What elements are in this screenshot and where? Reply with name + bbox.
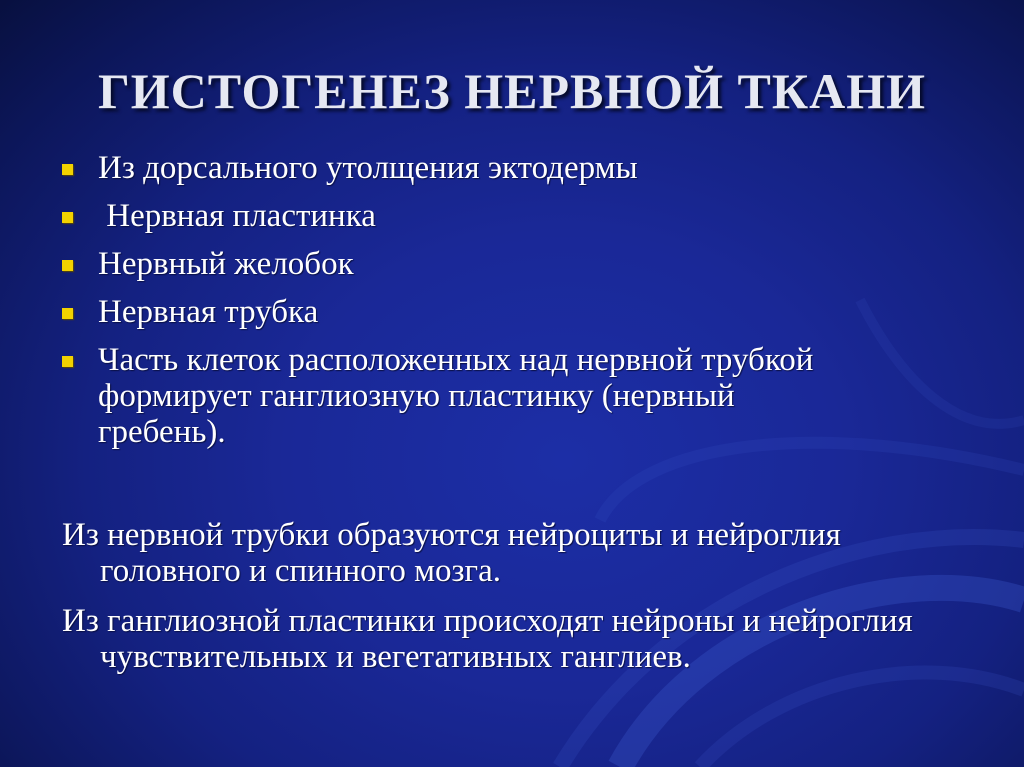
bullet-item: [62, 294, 862, 330]
paragraph-neural-tube: Из нервной трубки образуются нейроциты и нейроглия головного и спинного мозга.: [62, 517, 841, 589]
square-bullet-icon: [62, 260, 73, 271]
slide-title: ГИСТОГЕНЕЗ НЕРВНОЙ ТКАНИ: [97, 63, 927, 119]
square-bullet-icon: [62, 308, 73, 319]
bullet-item: [62, 246, 862, 282]
bullet-text: Нервная пластинка: [98, 198, 376, 234]
bullet-item: [62, 342, 862, 450]
square-bullet-icon: [62, 356, 73, 367]
square-bullet-icon: [62, 164, 73, 175]
bullet-text: Нервная трубка: [98, 294, 319, 330]
bullet-text: Нервный желобок: [98, 246, 354, 282]
bullet-text: Часть клеток расположенных над нервной трубкой формирует ганглиозную пластинку (нервный гребень).: [98, 342, 814, 450]
bullet-item: [62, 198, 862, 234]
bullet-list: [62, 150, 862, 462]
square-bullet-icon: [62, 212, 73, 223]
bullet-item: [62, 150, 862, 186]
bullet-text: Из дорсального утолщения эктодермы: [98, 150, 638, 186]
paragraph-ganglionic-plate: Из ганглиозной пластинки происходят нейроны и нейроглия чувствительных и вегетативных ганглиев.: [62, 603, 913, 675]
